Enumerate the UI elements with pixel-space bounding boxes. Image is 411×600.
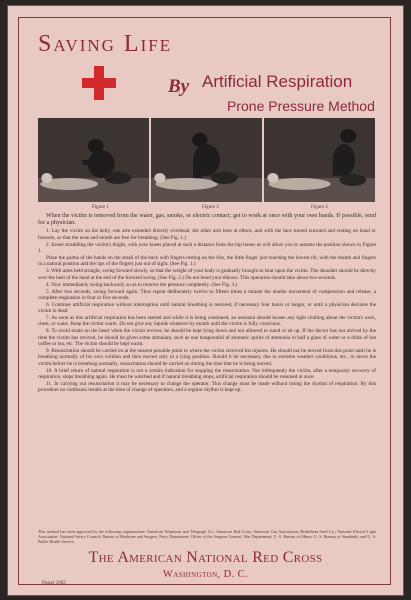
subtitle-by: By (168, 76, 190, 97)
step-paragraph: 2. Kneel straddling the victim's thighs, with your knees placed at such a distance from the hip bones as will allow you to assume the position shown in Figure 1. (38, 241, 376, 255)
figure-2-photo (151, 118, 262, 202)
organization-name: The American National Red Cross (88, 549, 323, 566)
step-paragraph: 11. In carrying out resuscitation it may be necessary to change the operator. This change must be made without losing the rhythm of respiration. By this procedure no confusion results at the time of change of operators, and a regular rhythm is kept up. (38, 380, 376, 394)
figure-1-caption: Figure 1 (92, 205, 109, 210)
step-paragraph: 3. With arms held straight, swing forward slowly, so that the weight of your body is gradually brought to bear upon the victim. The shoulder should be directly over the heel of the hand at the end of the forward swing. (See Fig. 2.) Do not bend your elbows. This operation should take about two seconds. (38, 268, 376, 281)
poster (8, 6, 403, 595)
step-paragraph: 1. Lay the victim on his belly, one arm extended directly overhead, the other arm bent at elbow, and with the face turned outward and resting on hand or forearm, so that the nose and mouth are free for breathing. (See Fig. 1.) (38, 228, 376, 241)
step-paragraph: 10. A brief return of natural respiration is not a certain indication for stopping the resuscitation. Not infrequently the victim, after a temporary recovery of respiration, stops breathing again. He must be watched and if natural breathing stops, artificial respiration should be resumed at once. (38, 367, 376, 380)
lead-paragraph: When the victim is removed from the water, gas, smoke, or electric contact; get to work at once with your own hands. If possible, send for a physician. (38, 213, 376, 227)
approval-note: This method has been approved by the following organizations: American Telephone and Telegraph Co.; American Red Cross; American Gas Association; Bethlehem Steel Co.; National Electric Light Association; National Safety Council; Bureau of Medicine and Surgery, Navy Department; Office of the Surgeon General, War Department; U. S. Bureau of Mines; U. S. Bureau of Standards; and U. S. Public Health Service. (38, 529, 376, 544)
figure-3-photo (264, 118, 375, 202)
figure-1-photo (38, 118, 149, 202)
instructions-text (38, 213, 376, 394)
organization-city: Washington, D. C. (162, 569, 249, 580)
step-paragraph: 9. Resuscitation should be carried on at the nearest possible point to where the victim received his injuries. He should not be moved from this point until he is breathing normally of his own volition and then moved only in a lying position. Should it be necessary, due to extreme weather conditions, etc., to move the victim before he is breathing normally, resuscitation should be carried on during the time that he is being moved. (38, 347, 376, 367)
poster-title: Saving Life (38, 31, 173, 57)
figure-2-caption: Figure 2 (202, 205, 219, 210)
figure-3-caption: Figure 3 (311, 205, 328, 210)
subtitle-main: Artificial Respiration (202, 72, 353, 91)
step-paragraph: 4. Now immediately swing backward, so as to remove the pressure completely. (See Fig. 3.) (46, 281, 238, 288)
step-paragraph: 8. To avoid strain on the heart when the victim revives, he should be kept lying down and not allowed to stand or sit up. If the doctor has not arrived by the time the victim has revived, he should be given some stimulant, such as one teaspoonful of aromatic spirits of ammonia in half a glass of water or a drink of hot coffee or tea, etc. The victim should be kept warm. (38, 328, 376, 348)
step-paragraph: Place the palms of the hands on the small of the back with fingers resting on the ribs, the little finger just touching the lowest rib, with the thumb and fingers in a natural position and the tips of the fingers just out of sight. (See Fig. 1.) (38, 255, 376, 268)
step-paragraph: 5. After two seconds, swing forward again. Thus repeat deliberately twelve to fifteen times a minute the double movement of compression and release, a complete respiration in four or five seconds. (38, 288, 376, 301)
red-cross-icon (82, 66, 116, 100)
method-title: Prone Pressure Method (227, 98, 375, 114)
step-paragraph: 6. Continue artificial respiration without interruption until natural breathing is restored, if necessary four hours or longer, or until a physician declares the victim is dead. (38, 301, 376, 315)
instruction-photos (38, 118, 375, 202)
step-paragraph: 7. As soon as this artificial respiration has been started and while it is being continued, an assistant should loosen any tight clothing about the victim's neck, chest, or waist. Keep the victim warm. Do not give any liquids whatever by mouth until the victim is fully conscious. (38, 315, 376, 328)
poster-number: Poster 1002 (42, 581, 66, 586)
